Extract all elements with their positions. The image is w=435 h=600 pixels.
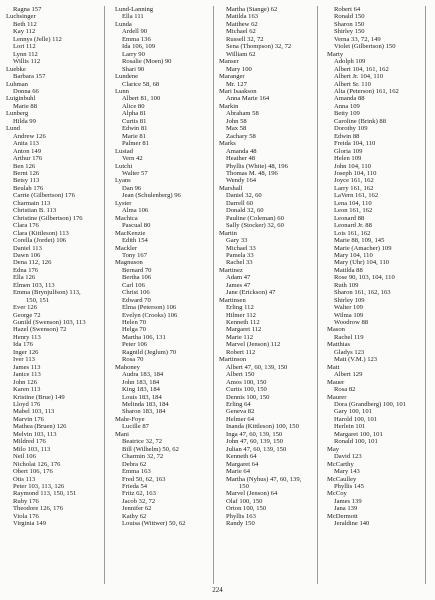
index-entry: Mildred 176 [13,438,46,446]
index-entry: Daniel 32, 60 [226,192,262,200]
index-entry: Margaret 112 [226,326,262,334]
index-entry: Larry 90 [122,50,145,58]
index-entry: Martha (Nyhus) 47, 60, 139, [226,475,302,483]
index-surname-heading: McCarthy [327,460,354,468]
index-entry: Alma 106 [122,207,149,215]
index-entry: Geneva 82 [226,408,255,416]
index-entry: Arthur 176 [13,155,43,163]
index-entry: Matthew 62 [226,20,258,28]
index-surname-heading: May [327,445,340,453]
index-entry: Albert 47, 60, 139, 150 [226,363,288,371]
index-entry: Hilmer 112 [226,311,256,319]
index-surname-heading: Marshall [219,184,243,192]
index-entry: Jane (Erickson) 47 [226,289,276,297]
index-surname-heading: Magnuson [115,259,143,267]
index-entry: Edward 70 [122,296,151,304]
index-entry: Mathea (Bruen) 126 [13,423,67,431]
index-entry: David 123 [334,453,362,461]
index-entry: Mary 100 [226,65,252,73]
index-surname-heading: Martinson [219,356,247,364]
index-entry: Rachel 119 [334,333,364,341]
index-surname-heading: Lutchi [115,162,133,170]
index-entry: Edwin 88 [334,132,360,140]
index-entry: Marie 64 [226,468,250,476]
index-entry: Vern 42 [122,155,143,163]
index-entry: Palmer 81 [122,140,149,148]
index-entry: Ronald 150 [334,13,365,21]
index-surname-heading: Matthias [327,341,351,349]
index-entry: Albert Jr. 104, 110 [334,73,384,81]
index-entry: Ella 126 [13,274,36,282]
index-entry: Kenneth 112 [226,319,260,327]
index-entry: Gary 100, 101 [334,408,372,416]
index-entry: Iver 113 [13,356,35,364]
index-entry: Marie 88 [13,102,37,110]
page-number: 224 [212,586,223,594]
index-entry: Theodore 126, 176 [13,505,63,513]
index-surname-heading: Luchsinger [6,13,36,21]
index-entry: Inger 126 [13,348,39,356]
index-entry: Adam 47 [226,274,251,282]
index-entry: Anita 113 [13,140,39,148]
index-entry: Rosa 82 [334,386,356,394]
index-entry: Mabel 103, 113 [13,408,55,416]
index-surname-heading: Lunda [115,20,132,28]
index-surname-heading: Lundene [115,73,139,81]
index-entry: Wendy 164 [226,177,257,185]
index-surname-heading: Markin [219,102,239,110]
index-surname-heading: MacKenzie [115,229,146,237]
index-surname-heading: Martinsen [219,296,246,304]
index-entry: Obert 106, 176 [13,468,53,476]
index-entry: Beulah 176 [13,184,44,192]
index-entry: Helen 109 [334,155,362,163]
index-entry: Martha (Stange) 62 [226,6,278,13]
index-entry: Sena (Thompson) 32, 72 [226,43,292,51]
index-entry: Pascual 80 [122,222,151,230]
index-entry: Hazel (Swenson) 72 [13,326,67,334]
index-entry: Marie 88, 109, 145 [334,237,385,245]
index-entry: Marvel (Jenson) 112 [226,341,281,349]
index-surname-heading: Marty [327,50,344,58]
index-entry: Rose 90, 103, 104, 110 [334,274,395,282]
index-surname-heading: Machica [115,214,138,222]
index-entry: Kenneth 64 [226,453,257,461]
index-surname-heading: Mari Isaakson [219,87,257,95]
index-entry: Darrell 60 [226,199,253,207]
index-entry: Dena 112, 126 [13,259,52,267]
index-entry: Virginia 149 [13,520,46,528]
index-entry: Ronald 100, 101 [334,438,378,446]
index-column-3 [217,6,318,584]
index-entry: Emma 136 [122,35,151,43]
index-entry: Gladys 123 [334,348,365,356]
index-entry: Christine (Gilbertson) 176 [13,214,83,222]
index-entry: Helmer 64 [226,415,255,423]
index-surname-heading: Lustad [115,147,133,155]
index-entry: Martha 106, 131 [122,333,166,341]
index-entry: George 72 [13,311,41,319]
index-entry: Leonard Jr. 88 [334,222,372,230]
index-entry: Christian B. 113 [13,207,57,215]
index-entry: Betsy 113 [13,177,40,185]
index-entry: Amanda 88 [334,95,365,103]
index-surname-heading: McDermott [327,512,358,520]
index-entry: Gary 33 [226,237,248,245]
index-entry: Marie 112 [226,333,254,341]
index-entry: Betty 109 [334,110,360,118]
index-entry: Orton 100, 150 [226,505,267,513]
index-entry: Ida 176 [13,341,33,349]
index-entry: Michael 33 [226,244,256,252]
index-entry: Clarice 58, 68 [122,80,160,88]
index-surname-heading: Mason [327,326,345,334]
index-entry: Evelyn (Crooks) 106 [122,311,178,319]
index-entry: Max 58 [226,125,247,133]
index-entry: James 113 [13,363,41,371]
index-entry: Corella (Jordet) 106 [13,237,67,245]
index-entry: Randy 150 [226,520,255,528]
index-entry: Lori 112 [13,43,36,51]
index-entry: Inga 47, 60, 139, 150 [226,430,283,438]
index-entry: Zachary 58 [226,132,256,140]
index-entry: Peter 106 [122,341,148,349]
index-entry: Mr. 127 [226,80,247,88]
index-entry: Gunild (Swenson) 103, 113 [13,319,86,327]
index-entry: Nicholai 126, 176 [13,460,61,468]
index-surname-heading: Lund [6,125,20,133]
index-entry: Anton 149 [13,147,42,155]
index-entry: Ben 126 [13,162,36,170]
index-entry: Lloyd 176 [13,401,41,409]
index-entry: Edna 176 [13,266,39,274]
index-entry: Dora (Grandberg) 100, 101 [334,401,407,409]
index-entry: Margaret 64 [226,460,259,468]
index-entry: Debra 62 [122,460,147,468]
index-entry: Tony 167 [122,251,147,259]
index-entry: Ragna 157 [13,6,42,13]
index-column-1 [4,6,105,584]
index-entry: Heather 48 [226,155,256,163]
index-surname-heading: McCoy [327,490,347,498]
index-entry: Thomas M. 48, 196 [226,169,278,177]
index-entry: Beatrice 32, 72 [122,438,163,446]
index-entry: Frieda 54 [122,483,148,490]
index-entry: Sally (Stocker) 32, 60 [226,222,284,230]
index-entry: Emma (Brynjulfson) 113, [13,289,81,297]
index-entry: John 58 [226,117,247,125]
index-entry: John 183, 184 [122,378,160,386]
index-entry: Albert 104, 161, 162 [334,65,389,73]
index-entry: Edwin 81 [122,125,148,133]
index-entry: Lennys (Jelle) 112 [13,35,62,43]
index-entry: Matt (V.M.) 123 [334,356,378,364]
index-surname-heading: Lyans [115,177,131,185]
index-entry: Edith 154 [122,237,148,245]
index-entry: Caroline (Brink) 88 [334,117,387,125]
index-entry: Woodrow 88 [334,319,369,327]
index-entry: Dorothy 109 [334,125,368,133]
index-surname-heading: Matt [327,363,340,371]
index-entry: Charmin 32, 72 [122,453,164,461]
index-entry: Shirley 109 [334,296,365,304]
index-entry: Amanda 48 [226,147,257,155]
index-entry: Shari 90 [122,65,145,73]
index-entry: Bill (Wilhelm) 50, 62 [122,445,179,453]
index-entry: Margaret 100, 101 [334,430,383,438]
index-entry: Marvel (Jenson) 64 [226,490,278,498]
index-surname-heading: Mackler [115,244,137,252]
index-entry: Neil 106 [13,453,36,461]
index-surname-heading: Lyster [115,199,132,207]
index-entry: Beth 112 [13,20,37,28]
index-entry: Kay 112 [13,28,36,36]
index-entry: Herlein 101 [334,423,366,431]
index-surname-heading: Lunberg [6,110,29,118]
index-entry: Russell 32, 72 [226,35,264,43]
index-entry: Leon 161, 162 [334,207,373,215]
index-entry: Leonard 88 [334,214,365,222]
index-surname-heading: Marks [219,140,236,148]
index-entry: LaVern 161, 162 [334,192,379,200]
index-entry: Marie (Amacher) 109 [334,244,392,252]
index-entry: 150, 151 [26,296,50,304]
index-entry: Freida 104, 110 [334,140,376,148]
index-entry: Phyllis 163 [226,512,256,520]
index-entry: Albert 150 [226,371,255,379]
index-entry: Bertha 106 [122,274,152,282]
index-entry: Shirley 150 [334,28,365,36]
index-surname-heading: Maranger [219,73,245,81]
index-entry: Albert 81, 100 [122,95,161,103]
index-entry: Amos 100, 150 [226,378,267,386]
index-entry: Raymond 113, 150, 151 [13,490,77,498]
index-entry: Marvin 176 [13,415,44,423]
index-entry: Mary 143 [334,468,360,476]
index-surname-heading: Lunn [115,87,129,95]
index-entry: Adolph 109 [334,58,366,66]
index-entry: Charmain 113 [13,199,51,207]
index-entry: Alta (Peterson) 161, 162 [334,87,399,95]
index-entry: Walter 109 [334,304,363,312]
index-entry: Donna 66 [13,87,39,95]
index-entry: Jeraldine 140 [334,520,370,528]
index-entry: King 183, 184 [122,386,160,394]
index-entry: Milo 103, 113 [13,445,51,453]
index-column-4 [325,6,426,584]
index-entry: Joseph 104, 110 [334,169,377,177]
index-entry: Louis 183, 184 [122,393,162,401]
index-entry: Wilma 109 [334,311,364,319]
index-surname-heading: Mani [115,430,129,438]
index-entry: Jennifer 62 [122,505,152,513]
index-entry: Carl 106 [122,281,145,289]
index-surname-heading: McCaulley [327,475,357,483]
index-entry: Christ 106 [122,289,150,297]
index-entry: Peter 103, 113, 126 [13,483,65,490]
index-entry: Alpha 81 [122,110,147,118]
index-entry: Emma 163 [122,468,151,476]
index-entry: Abraham 58 [226,110,259,118]
index-entry: Fred 50, 62, 163 [122,475,166,483]
index-entry: Barbara 157 [13,73,46,81]
index-entry: Ardell 90 [122,28,148,36]
index-entry: Hilda 99 [13,117,36,125]
index-entry: Carrie (Gilbertson) 176 [13,192,75,200]
index-entry: Ida 106, 109 [122,43,156,51]
index-entry: Kathy 62 [122,512,147,520]
index-surname-heading: Martin [219,229,237,237]
index-entry: Jean (Schulenberg) 96 [122,192,181,200]
index-entry: Kristine (Brue) 149 [13,393,65,401]
index-entry: Lucille 87 [122,423,149,431]
index-entry: Olaf 100, 150 [226,497,263,505]
index-entry: Gloria 109 [334,147,363,155]
index-entry: Marie 81 [122,132,146,140]
index-entry: Julian 47, 60, 139, 150 [226,445,287,453]
index-entry: Karen 113 [13,386,41,394]
index-entry: Dawn 106 [13,251,41,259]
index-entry: Phyllis 145 [334,483,364,490]
index-entry: Anna Marie 164 [226,95,270,103]
index-entry: Walter 57 [122,169,148,177]
index-entry: Janice 113 [13,371,41,379]
index-entry: Andrew 126 [13,132,46,140]
index-entry: Curtis 81 [122,117,147,125]
index-entry: Pamela 33 [226,251,254,259]
index-entry: Sharon 183, 184 [122,408,166,416]
index-entry: Sharon 161, 162, 163 [334,289,391,297]
index-entry: Robert 112 [226,348,256,356]
index-entry: Helga 70 [122,326,146,334]
index-entry: Larry 161, 162 [334,184,374,192]
index-entry: Ruth 109 [334,281,359,289]
index-entry: Bernt 126 [13,169,40,177]
index-entry: Jacob 32, 72 [122,497,156,505]
index-entry: Robert 64 [334,6,361,13]
index-entry: John 126 [13,378,37,386]
index-entry: Albert 129 [334,371,363,379]
index-entry: Dan 96 [122,184,142,192]
index-entry: Matilda 88 [334,266,363,274]
index-entry: Fritz 62, 163 [122,490,156,498]
index-entry: Otis 113 [13,475,36,483]
index-entry: Daniel 113 [13,244,42,252]
index-entry: Louisa (Wittwer) 50, 62 [122,520,186,528]
index-entry: Albert Sr. 110 [334,80,371,88]
index-entry: Dennis 100, 150 [226,393,270,401]
index-surname-heading: Martinez [219,266,243,274]
index-entry: Alice 80 [122,102,145,110]
index-surname-heading: Mahoney [115,363,140,371]
index-entry: Clara (Kittleson) 113 [13,229,69,237]
index-entry: Rosalie (Moen) 90 [122,58,172,66]
index-entry: Lynn 112 [13,50,38,58]
index-entry: Michael 62 [226,28,256,36]
index-entry: Clara 176 [13,222,39,230]
index-surname-heading: Mahr-Foye [115,415,145,423]
index-entry: Rosa 70 [122,356,144,364]
index-entry: Elmen 103, 113 [13,281,55,289]
index-entry: Erling 64 [226,401,251,409]
index-surname-heading: Lund-Lanning [115,6,154,13]
index-entry: Ella 111 [122,13,144,21]
index-entry: Mary (Uhr) 104, 110 [334,259,390,267]
index-entry: Inanda (Kittleson) 100, 150 [226,423,299,431]
index-entry: James 139 [334,497,362,505]
index-surname-heading: Maurer [327,393,347,401]
index-entry: Viola 176 [13,512,39,520]
index-entry: Ragnild (Jeglum) 70 [122,348,177,356]
index-entry: Elma (Peterson) 106 [122,304,177,312]
index-entry: Erling 112 [226,304,254,312]
index-entry: Donald 32, 60 [226,207,264,215]
index-surname-heading: Manser [219,58,239,66]
index-entry: John 47, 60, 139, 150 [226,438,283,446]
index-entry: Lena 104, 110 [334,199,372,207]
index-entry: Joyce 161, 162 [334,177,374,185]
index-entry: Curtis 100, 150 [226,386,267,394]
index-column-2 [113,6,214,584]
index-entry: Anna 109 [334,102,360,110]
index-entry: Rachel 33 [226,259,253,267]
index-entry: Audra 183, 184 [122,371,164,379]
index-surname-heading: Luebke [6,65,26,73]
index-entry: Melinda 183, 184 [122,401,169,409]
index-entry: Lois 161, 162 [334,229,371,237]
index-entry: Willis 112 [13,58,41,66]
index-entry: Harold 100, 101 [334,415,378,423]
index-entry: Verna 33, 72, 149 [334,35,381,43]
index-entry: Mary 104, 110 [334,251,373,259]
index-entry: Bernard 70 [122,266,152,274]
index-entry: Matilda 163 [226,13,259,21]
index-entry: Violet (Gilbertson) 150 [334,43,396,51]
index-entry: John 104, 110 [334,162,371,170]
index-entry: 150 [239,483,249,490]
index-entry: Helen 70 [122,319,146,327]
index-entry: Ever 126 [13,304,37,312]
index-entry: James 47 [226,281,251,289]
index-entry: Melvin 103, 113 [13,430,57,438]
index-entry: Henry 113 [13,333,41,341]
index-entry: Jana 139 [334,505,358,513]
index-entry: Ruby 176 [13,497,39,505]
index-surname-heading: Luiginbuhl [6,95,36,103]
index-surname-heading: Luhman [6,80,28,88]
index-entry: Phyllis (White) 48, 196 [226,162,288,170]
index-surname-heading: Mauer [327,378,345,386]
index-entry: Pauline (Coleman) 60 [226,214,284,222]
index-entry: William 62 [226,50,256,58]
index-entry: Sharon 150 [334,20,365,28]
